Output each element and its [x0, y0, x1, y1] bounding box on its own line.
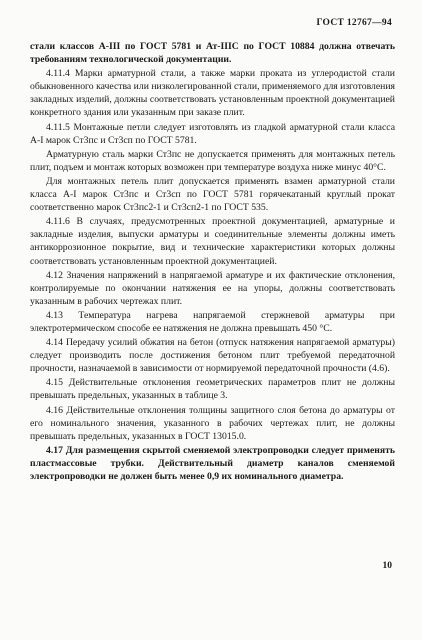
standard-code-header: ГОСТ 12767—94	[316, 18, 392, 28]
paragraph: 4.14 Передачу усилий обжатия на бетон (отпуск натяжения напрягаемой арматуры) следует производить после достижения бетоном плит требуемой передаточной прочности, назначаемой в зависимости от нормируемой передаточной прочности (4.6).	[30, 337, 395, 375]
paragraph: Для монтажных петель плит допускается применять взамен арматурной стали класса А-I марок Ст3пс и Ст3сп по ГОСТ 5781 горячекатаный круглый прокат соответственно марок Ст3пс2-1 и Ст3сп2-1 по ГОСТ 535.	[30, 175, 395, 214]
paragraph: 4.11.6 В случаях, предусмотренных проектной документацией, арматурные и закладные изделия, выпуски арматуры и соединительные элементы должны иметь антикоррозионное покрытие, вид и технические характеристики которых должны соответствовать установленным проектной документацией.	[30, 216, 395, 267]
paragraph: 4.11.4 Марки арматурной стали, а также марки проката из углеродистой стали обыкновенного качества или низколегированной стали, применяемого для изготовления закладных изделий, должны соответствовать установленным проектной документацией конкретного здания или указанным при заказе плит.	[30, 68, 395, 119]
paragraph: стали классов А-III по ГОСТ 5781 и Ат-IIIС по ГОСТ 10884 должна отвечать требованиям технологической документации.	[30, 41, 395, 66]
paragraph: 4.15 Действительные отклонения геометрических параметров плит не должны превышать предельных, указанных в таблице 3.	[30, 377, 395, 402]
paragraph: 4.17 Для размещения скрытой сменяемой электропроводки следует применять пластмассовые трубки. Действительный диаметр каналов сменяемой электропроводки не должен быть менее 0,9 их номинального диаметра.	[30, 444, 395, 482]
paragraph: Арматурную сталь марки Ст3пс не допускается применять для монтажных петель плит, подъем и монтаж которых возможен при температуре воздуха ниже минус 40°С.	[30, 148, 395, 173]
paragraph: 4.13 Температура нагрева напрягаемой стержневой арматуры при электротермическом способе ее натяжения не должна превышать 450 °С.	[30, 309, 395, 334]
paragraph: 4.12 Значения напряжений в напрягаемой арматуре и их фактические отклонения, контролируемые по окончании натяжения ее на упоры, должны соответствовать указанным в рабочих чертежах плит.	[30, 269, 395, 307]
paragraph: 4.16 Действительные отклонения толщины защитного слоя бетона до арматуры от его номинального значения, указанного в рабочих чертежах плит, не должны превышать предельных, указанных в ГОСТ 13015.0.	[30, 404, 395, 442]
paragraph: 4.11.5 Монтажные петли следует изготовлять из гладкой арматурной стали класса А-I марок Ст3пс и Ст3сп по ГОСТ 5781.	[30, 121, 395, 146]
document-body	[30, 40, 395, 484]
page-number: 10	[382, 561, 392, 571]
